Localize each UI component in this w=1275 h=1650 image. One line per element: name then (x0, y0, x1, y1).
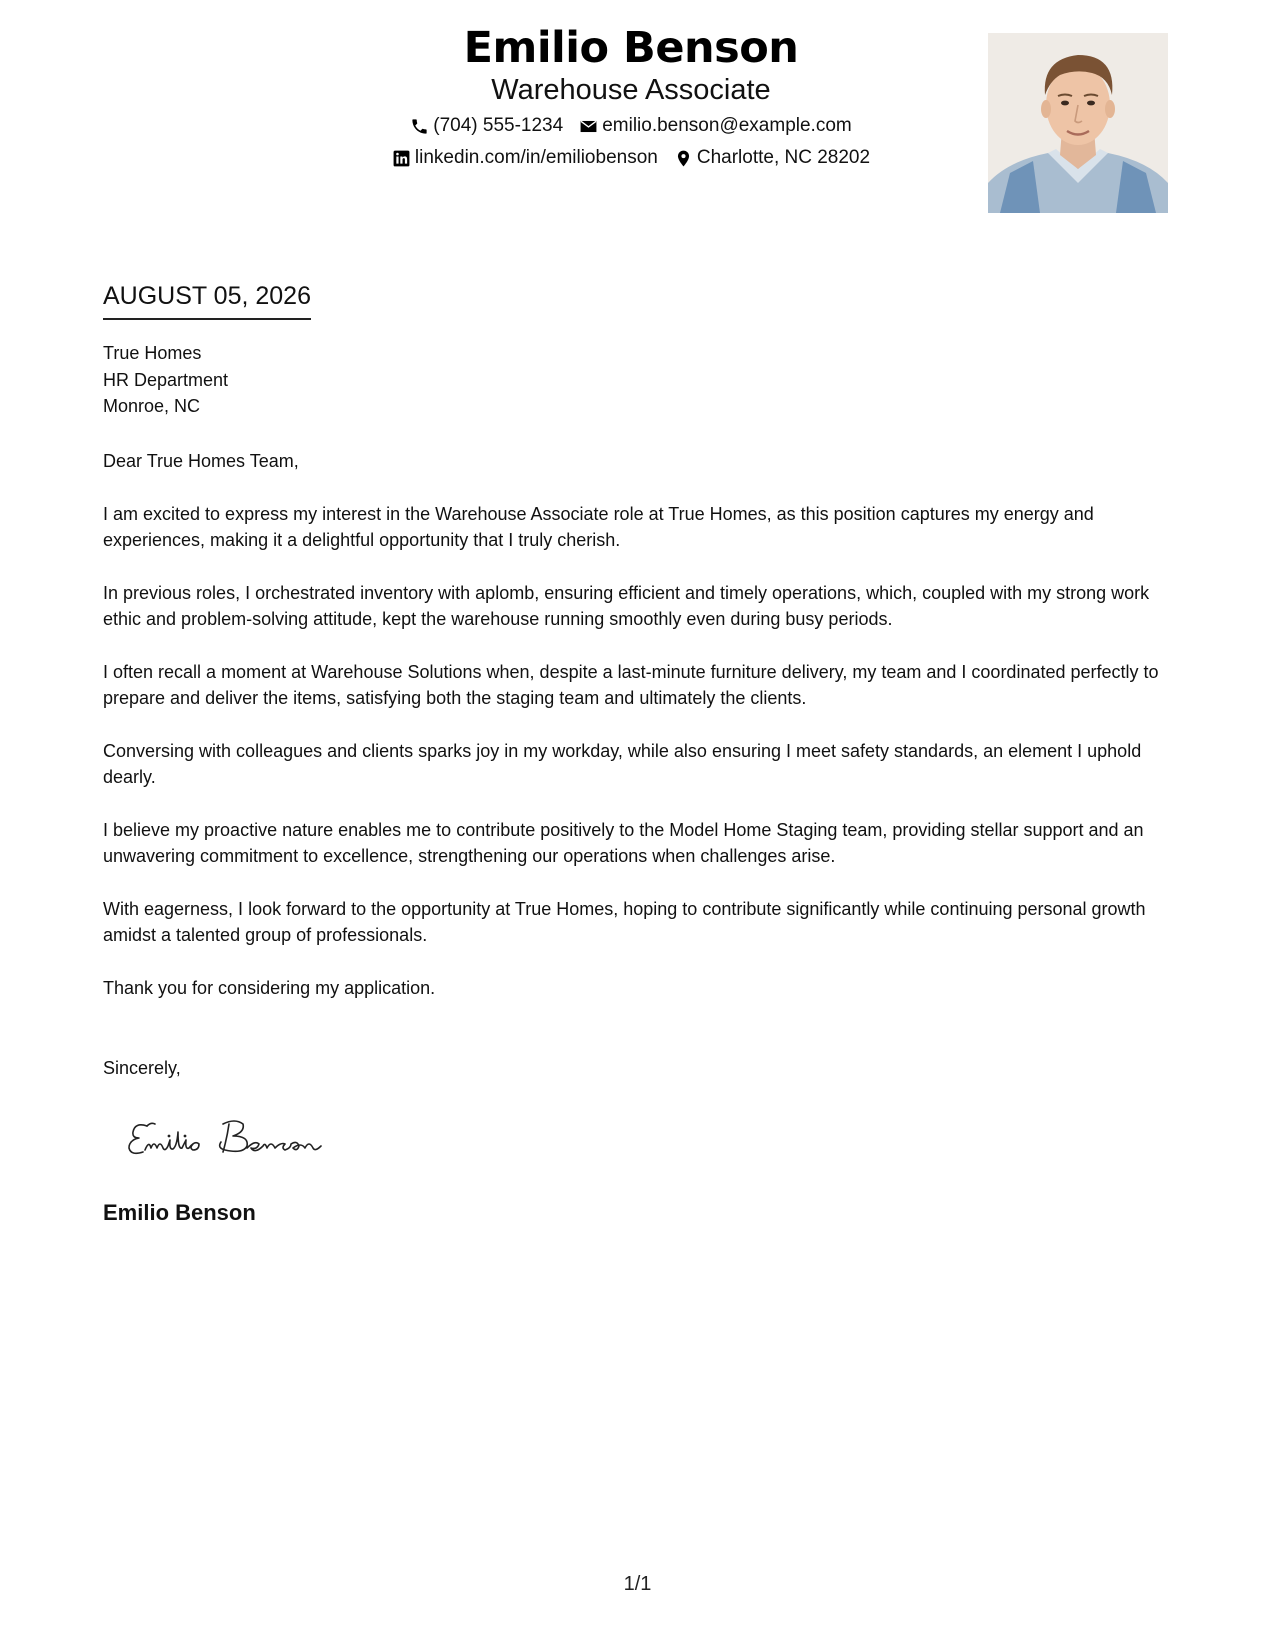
letter-body (103, 448, 1173, 1027)
salutation: Dear True Homes Team, (103, 451, 299, 471)
recipient-block (103, 340, 228, 420)
phone-text: (704) 555-1234 (433, 115, 564, 136)
location-text: Charlotte, NC 28202 (696, 147, 871, 168)
email-contact[interactable] (579, 114, 852, 138)
profile-photo (988, 33, 1168, 213)
linkedin-contact[interactable] (392, 146, 658, 170)
letter-date: AUGUST 05, 2026 (103, 280, 311, 320)
envelope-icon (579, 117, 598, 136)
body-paragraph: Thank you for considering my application. (103, 977, 436, 998)
page-number: 1/1 (623, 1573, 652, 1595)
signature-image (125, 1112, 355, 1162)
applicant-name: Emilio Benson (463, 23, 799, 73)
body-paragraph: I often recall a moment at Warehouse Solutions when, despite a last-minute furniture delivery, my team and I coordinated perfectly to prepare and deliver the items, satisfying both the staging team and ultimately the clients. (103, 661, 1159, 708)
applicant-title: Warehouse Associate (491, 74, 771, 106)
phone-icon (410, 117, 429, 136)
body-paragraph: I am excited to express my interest in the Warehouse Associate role at True Homes, as this position captures my energy and experiences, making it a delightful opportunity that I truly cherish. (103, 503, 1094, 550)
linkedin-icon (392, 149, 411, 168)
handwritten-signature (125, 1112, 355, 1162)
signer-name: Emilio Benson (103, 1200, 256, 1225)
phone-contact (410, 114, 563, 138)
map-pin-icon (674, 149, 693, 168)
body-paragraph: With eagerness, I look forward to the opportunity at True Homes, hoping to contribute significantly while continuing personal growth amidst a talented group of professionals. (103, 898, 1146, 945)
profile-photo-image (988, 33, 1168, 213)
recipient-department: HR Department (103, 369, 229, 390)
body-paragraph: I believe my proactive nature enables me to contribute positively to the Model Home Staging team, providing stellar support and an unwavering commitment to excellence, strengthening our operations when challenges arise. (103, 819, 1144, 866)
body-paragraph: In previous roles, I orchestrated inventory with aplomb, ensuring efficient and timely operations, which, coupled with my strong work ethic and problem-solving attitude, kept the warehouse running smoothly even during busy periods. (103, 582, 1150, 629)
closing: Sincerely, (103, 1058, 181, 1078)
linkedin-text[interactable]: linkedin.com/in/emiliobenson (414, 147, 658, 168)
recipient-location: Monroe, NC (103, 396, 201, 416)
location-contact (674, 146, 870, 170)
body-paragraph: Conversing with colleagues and clients sparks joy in my workday, while also ensuring I meet safety standards, an element I uphold dearly. (103, 740, 1142, 787)
email-text[interactable]: emilio.benson@example.com (602, 115, 852, 136)
recipient-company: True Homes (103, 343, 202, 363)
